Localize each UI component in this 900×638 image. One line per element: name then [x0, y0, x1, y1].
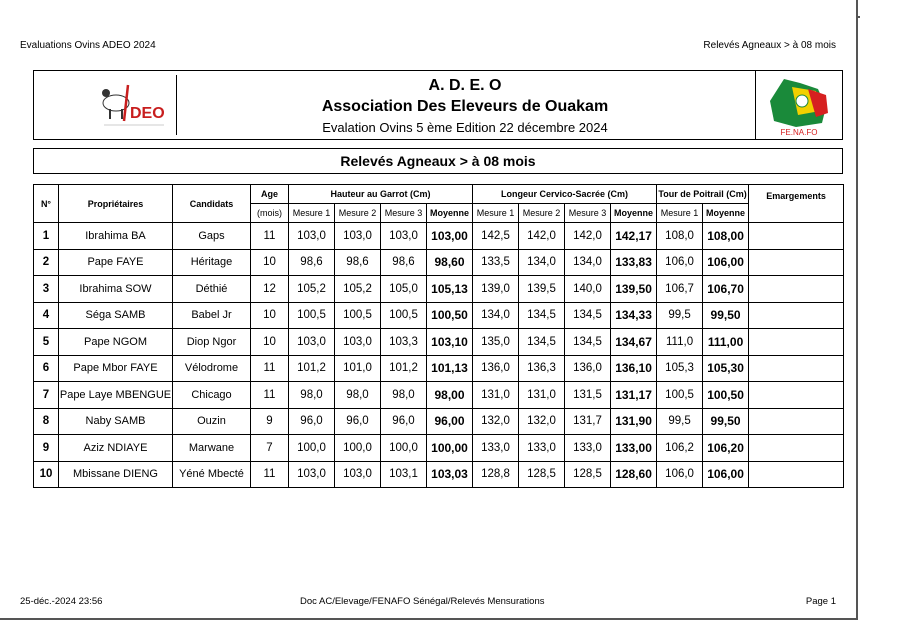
cell-age: 11 [251, 382, 289, 409]
cell-longueur-m2: 134,0 [519, 249, 565, 276]
col-header-t-moy: Moyenne [703, 204, 749, 223]
cell-tour-moyenne: 111,00 [703, 329, 749, 356]
cell-owner: Mbissane DIENG [59, 461, 173, 488]
cell-longueur-moyenne: 131,17 [611, 382, 657, 409]
cell-candidate: Babel Jr [173, 302, 251, 329]
cell-hauteur-m1: 100,5 [289, 302, 335, 329]
adeo-logo-text: DEO [130, 105, 165, 122]
col-header-l-m2: Mesure 2 [519, 204, 565, 223]
cell-age: 11 [251, 355, 289, 382]
table-row [34, 329, 844, 356]
col-header-tour: Tour de Poitrail (Cm) [657, 185, 749, 204]
cell-owner: Pape Mbor FAYE [59, 355, 173, 382]
cell-owner: Ibrahima SOW [59, 276, 173, 303]
cell-hauteur-m3: 105,0 [381, 276, 427, 303]
cell-hauteur-m3: 98,0 [381, 382, 427, 409]
table-row [34, 408, 844, 435]
footer-date: 25-déc.-2024 23:56 [20, 596, 103, 607]
cell-hauteur-moyenne: 96,00 [427, 408, 473, 435]
cell-longueur-m1: 133,5 [473, 249, 519, 276]
cell-hauteur-m2: 100,0 [335, 435, 381, 462]
fenafo-logo [755, 71, 842, 139]
cell-longueur-moyenne: 128,60 [611, 461, 657, 488]
col-header-age-unit: (mois) [251, 204, 289, 223]
cell-tour-m1: 106,0 [657, 249, 703, 276]
cell-longueur-m1: 131,0 [473, 382, 519, 409]
cell-emargement [749, 382, 844, 409]
banner [33, 70, 843, 140]
cell-emargement [749, 461, 844, 488]
cell-longueur-m1: 132,0 [473, 408, 519, 435]
cell-hauteur-m1: 101,2 [289, 355, 335, 382]
col-header-h-m2: Mesure 2 [335, 204, 381, 223]
cell-hauteur-moyenne: 103,00 [427, 223, 473, 250]
cell-hauteur-m2: 103,0 [335, 461, 381, 488]
cell-longueur-moyenne: 131,90 [611, 408, 657, 435]
cell-emargement [749, 408, 844, 435]
cell-tour-moyenne: 106,20 [703, 435, 749, 462]
col-header-h-moy: Moyenne [427, 204, 473, 223]
cell-age: 11 [251, 223, 289, 250]
measurements-table [33, 184, 844, 488]
cell-candidate: Ouzin [173, 408, 251, 435]
cell-hauteur-moyenne: 105,13 [427, 276, 473, 303]
cell-hauteur-m1: 96,0 [289, 408, 335, 435]
cell-tour-m1: 111,0 [657, 329, 703, 356]
cell-hauteur-m3: 100,0 [381, 435, 427, 462]
table-row [34, 355, 844, 382]
cell-owner: Aziz NDIAYE [59, 435, 173, 462]
table-row [34, 461, 844, 488]
cell-row-num: 2 [34, 249, 59, 276]
cell-hauteur-m3: 100,5 [381, 302, 427, 329]
footer-page: Page 1 [805, 596, 836, 607]
cell-longueur-m1: 135,0 [473, 329, 519, 356]
cell-longueur-m3: 131,5 [565, 382, 611, 409]
cell-emargement [749, 276, 844, 303]
cell-longueur-moyenne: 134,67 [611, 329, 657, 356]
cell-longueur-m3: 134,5 [565, 329, 611, 356]
table-row [34, 249, 844, 276]
cell-longueur-m2: 142,0 [519, 223, 565, 250]
footer-doc-ref: Doc AC/Elevage/FENAFO Sénégal/Relevés Mensurations [300, 596, 545, 607]
cell-hauteur-m2: 100,5 [335, 302, 381, 329]
col-header-l-m1: Mesure 1 [473, 204, 519, 223]
cell-longueur-m2: 134,5 [519, 329, 565, 356]
cell-owner: Pape Laye MBENGUE [59, 382, 173, 409]
col-header-num: N° [34, 185, 59, 223]
cell-longueur-moyenne: 142,17 [611, 223, 657, 250]
cell-row-num: 9 [34, 435, 59, 462]
table-row [34, 302, 844, 329]
cell-tour-moyenne: 99,50 [703, 302, 749, 329]
cell-longueur-moyenne: 139,50 [611, 276, 657, 303]
cell-longueur-moyenne: 134,33 [611, 302, 657, 329]
cell-longueur-m1: 133,0 [473, 435, 519, 462]
edition-line: Evalation Ovins 5 ème Edition 22 décembre 2024 [322, 120, 608, 135]
cell-owner: Pape NGOM [59, 329, 173, 356]
cell-emargement [749, 223, 844, 250]
cell-longueur-m1: 128,8 [473, 461, 519, 488]
cell-longueur-m1: 139,0 [473, 276, 519, 303]
cell-age: 7 [251, 435, 289, 462]
cell-hauteur-m2: 105,2 [335, 276, 381, 303]
senegal-map-icon [756, 71, 842, 139]
cell-hauteur-m3: 96,0 [381, 408, 427, 435]
cell-tour-moyenne: 105,30 [703, 355, 749, 382]
cell-longueur-moyenne: 136,10 [611, 355, 657, 382]
adeo-logo [64, 75, 177, 135]
table-row [34, 435, 844, 462]
col-header-emargements: Emargements [749, 185, 844, 223]
cell-owner: Naby SAMB [59, 408, 173, 435]
cell-longueur-m1: 136,0 [473, 355, 519, 382]
col-header-t-m1: Mesure 1 [657, 204, 703, 223]
cell-longueur-m1: 142,5 [473, 223, 519, 250]
cell-hauteur-moyenne: 100,00 [427, 435, 473, 462]
cell-tour-moyenne: 106,00 [703, 249, 749, 276]
cell-longueur-m2: 128,5 [519, 461, 565, 488]
cell-age: 10 [251, 329, 289, 356]
cell-row-num: 6 [34, 355, 59, 382]
cell-hauteur-m1: 103,0 [289, 329, 335, 356]
cell-row-num: 10 [34, 461, 59, 488]
table-row [34, 276, 844, 303]
cell-longueur-m3: 140,0 [565, 276, 611, 303]
col-header-candidate: Candidats [173, 185, 251, 223]
cell-row-num: 5 [34, 329, 59, 356]
cell-owner: Séga SAMB [59, 302, 173, 329]
cell-longueur-m2: 131,0 [519, 382, 565, 409]
cell-hauteur-moyenne: 103,03 [427, 461, 473, 488]
cell-hauteur-m3: 103,0 [381, 223, 427, 250]
cell-tour-m1: 106,0 [657, 461, 703, 488]
col-header-longueur: Longeur Cervico-Sacrée (Cm) [473, 185, 657, 204]
cell-longueur-m3: 131,7 [565, 408, 611, 435]
cell-candidate: Gaps [173, 223, 251, 250]
cell-emargement [749, 249, 844, 276]
cell-longueur-m3: 134,0 [565, 249, 611, 276]
cell-hauteur-m1: 103,0 [289, 461, 335, 488]
cell-hauteur-m3: 103,1 [381, 461, 427, 488]
cell-age: 10 [251, 249, 289, 276]
cell-tour-moyenne: 100,50 [703, 382, 749, 409]
cell-row-num: 1 [34, 223, 59, 250]
cell-hauteur-m1: 98,6 [289, 249, 335, 276]
cell-longueur-m3: 142,0 [565, 223, 611, 250]
col-header-h-m3: Mesure 3 [381, 204, 427, 223]
cell-hauteur-moyenne: 101,13 [427, 355, 473, 382]
cell-hauteur-m2: 96,0 [335, 408, 381, 435]
cell-hauteur-m3: 98,6 [381, 249, 427, 276]
cell-tour-m1: 99,5 [657, 302, 703, 329]
col-header-age: Age [251, 185, 289, 204]
cell-hauteur-moyenne: 98,00 [427, 382, 473, 409]
cell-hauteur-m3: 103,3 [381, 329, 427, 356]
cell-row-num: 3 [34, 276, 59, 303]
cell-owner: Ibrahima BA [59, 223, 173, 250]
cell-tour-m1: 99,5 [657, 408, 703, 435]
sheep-icon [64, 75, 176, 135]
cell-row-num: 8 [34, 408, 59, 435]
cell-longueur-m1: 134,0 [473, 302, 519, 329]
cell-hauteur-m1: 100,0 [289, 435, 335, 462]
cell-hauteur-moyenne: 98,60 [427, 249, 473, 276]
cell-candidate: Vélodrome [173, 355, 251, 382]
fenafo-logo-text: FE.NA.FO [780, 128, 818, 137]
cell-emargement [749, 355, 844, 382]
cell-hauteur-m1: 98,0 [289, 382, 335, 409]
cell-tour-moyenne: 108,00 [703, 223, 749, 250]
cell-age: 9 [251, 408, 289, 435]
cell-tour-moyenne: 106,00 [703, 461, 749, 488]
col-header-h-m1: Mesure 1 [289, 204, 335, 223]
cell-longueur-m2: 139,5 [519, 276, 565, 303]
cell-hauteur-m2: 103,0 [335, 329, 381, 356]
cell-hauteur-m2: 103,0 [335, 223, 381, 250]
cell-owner: Pape FAYE [59, 249, 173, 276]
cell-age: 12 [251, 276, 289, 303]
cell-longueur-m3: 133,0 [565, 435, 611, 462]
cell-row-num: 4 [34, 302, 59, 329]
cell-tour-m1: 106,2 [657, 435, 703, 462]
section-title: Relevés Agneaux > à 08 mois [33, 148, 843, 174]
cell-candidate: Héritage [173, 249, 251, 276]
cell-longueur-m2: 132,0 [519, 408, 565, 435]
cell-longueur-moyenne: 133,83 [611, 249, 657, 276]
cell-emargement [749, 329, 844, 356]
cell-candidate: Yéné Mbecté [173, 461, 251, 488]
cell-candidate: Diop Ngor [173, 329, 251, 356]
cell-candidate: Déthié [173, 276, 251, 303]
col-header-l-moy: Moyenne [611, 204, 657, 223]
cell-hauteur-moyenne: 103,10 [427, 329, 473, 356]
cell-longueur-m3: 136,0 [565, 355, 611, 382]
col-header-l-m3: Mesure 3 [565, 204, 611, 223]
cell-tour-m1: 100,5 [657, 382, 703, 409]
header-right: Relevés Agneaux > à 08 mois [703, 40, 836, 51]
cell-tour-moyenne: 99,50 [703, 408, 749, 435]
cell-tour-m1: 105,3 [657, 355, 703, 382]
cell-longueur-m2: 136,3 [519, 355, 565, 382]
cell-longueur-m2: 133,0 [519, 435, 565, 462]
cell-hauteur-moyenne: 100,50 [427, 302, 473, 329]
cell-hauteur-m2: 101,0 [335, 355, 381, 382]
table-body [34, 223, 844, 488]
cell-hauteur-m3: 101,2 [381, 355, 427, 382]
header-left: Evaluations Ovins ADEO 2024 [20, 40, 156, 51]
cell-age: 10 [251, 302, 289, 329]
cell-row-num: 7 [34, 382, 59, 409]
cell-hauteur-m1: 103,0 [289, 223, 335, 250]
cell-candidate: Marwane [173, 435, 251, 462]
cell-tour-m1: 106,7 [657, 276, 703, 303]
cell-hauteur-m1: 105,2 [289, 276, 335, 303]
cell-tour-m1: 108,0 [657, 223, 703, 250]
cell-longueur-moyenne: 133,00 [611, 435, 657, 462]
cell-hauteur-m2: 98,0 [335, 382, 381, 409]
association-name: Association Des Eleveurs de Ouakam [321, 98, 609, 115]
table-row [34, 223, 844, 250]
cell-longueur-m3: 134,5 [565, 302, 611, 329]
association-acronym: A. D. E. O [428, 77, 502, 94]
cell-age: 11 [251, 461, 289, 488]
cell-candidate: Chicago [173, 382, 251, 409]
col-header-hauteur: Hauteur au Garrot (Cm) [289, 185, 473, 204]
cell-hauteur-m2: 98,6 [335, 249, 381, 276]
cell-emargement [749, 302, 844, 329]
table-row [34, 382, 844, 409]
cell-longueur-m2: 134,5 [519, 302, 565, 329]
cell-longueur-m3: 128,5 [565, 461, 611, 488]
cell-tour-moyenne: 106,70 [703, 276, 749, 303]
cell-emargement [749, 435, 844, 462]
col-header-owner: Propriétaires [59, 185, 173, 223]
